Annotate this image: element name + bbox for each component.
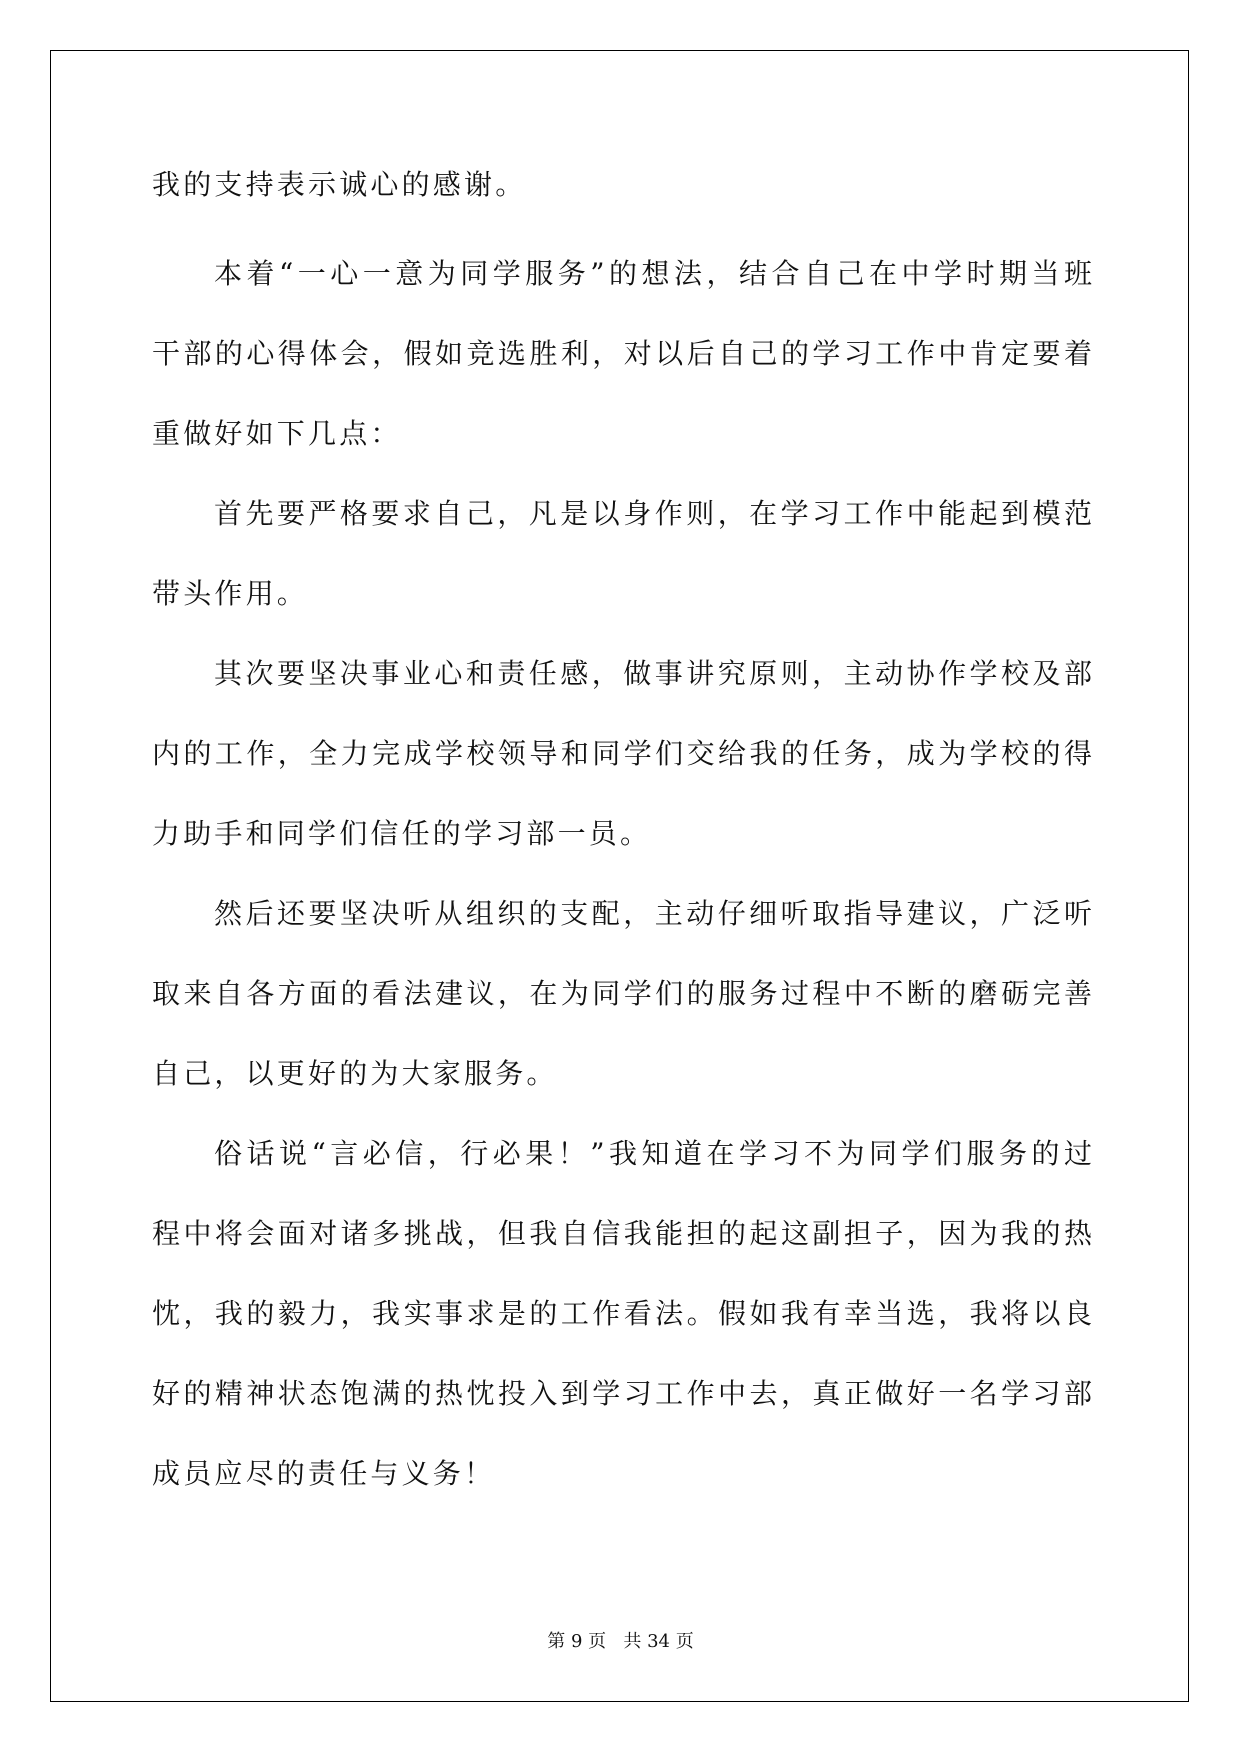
page-border — [50, 50, 1189, 1702]
text-line: 忱，我的毅力，我实事求是的工作看法。假如我有幸当选，我将以良 — [152, 1297, 1092, 1330]
text-line: 自己，以更好的为大家服务。 — [152, 1057, 558, 1090]
text-line: 我的支持表示诚心的感谢。 — [152, 168, 527, 201]
text-line: 重做好如下几点： — [152, 417, 402, 450]
text-line: 其次要坚决事业心和责任感，做事讲究原则，主动协作学校及部 — [214, 657, 1092, 690]
text-line: 然后还要坚决听从组织的支配，主动仔细听取指导建议，广泛听 — [214, 897, 1092, 930]
page-number-footer: 第 9 页 共 34 页 — [547, 1631, 694, 1652]
text-line: 取来自各方面的看法建议，在为同学们的服务过程中不断的磨砺完善 — [152, 977, 1092, 1010]
text-line: 力助手和同学们信任的学习部一员。 — [152, 817, 652, 850]
text-line: 本着“一心一意为同学服务”的想法，结合自己在中学时期当班 — [214, 257, 1092, 290]
text-line: 程中将会面对诸多挑战，但我自信我能担的起这副担子，因为我的热 — [152, 1217, 1092, 1250]
text-line: 带头作用。 — [152, 577, 309, 610]
text-line: 内的工作，全力完成学校领导和同学们交给我的任务，成为学校的得 — [152, 737, 1092, 770]
text-line: 成员应尽的责任与义务！ — [152, 1457, 496, 1490]
text-line: 好的精神状态饱满的热忱投入到学习工作中去，真正做好一名学习部 — [152, 1377, 1092, 1410]
text-line: 干部的心得体会，假如竞选胜利，对以后自己的学习工作中肯定要着 — [152, 337, 1092, 370]
text-line: 首先要严格要求自己，凡是以身作则，在学习工作中能起到模范 — [214, 497, 1092, 530]
text-line: 俗话说“言必信，行必果！”我知道在学习不为同学们服务的过 — [214, 1137, 1092, 1170]
